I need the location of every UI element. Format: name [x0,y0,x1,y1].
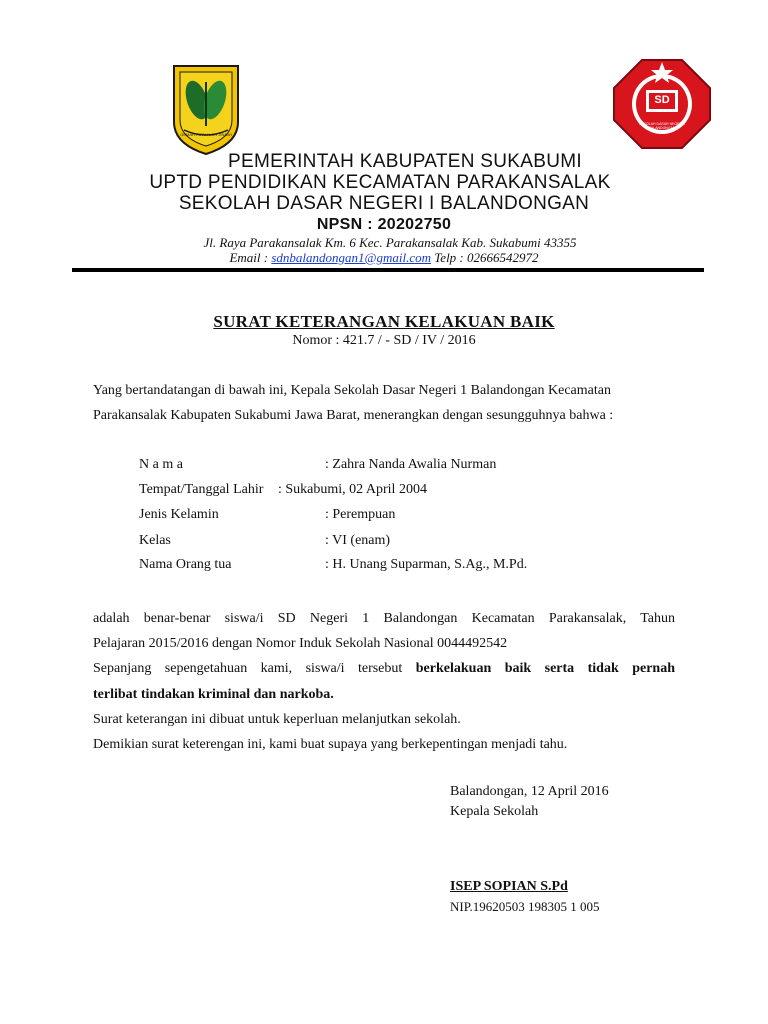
field-label-class: Kelas [139,533,171,548]
field-value-class: : VI (enam) [325,533,391,548]
field-value-birth: : Sukabumi, 02 April 2004 [278,482,427,497]
body-line-4: terlibat tindakan kriminal dan narkoba. [93,687,334,702]
signature-place-date: Balandongan, 12 April 2016 [450,784,609,799]
field-value-parent: : H. Unang Suparman, S.Ag., M.Pd. [325,557,528,572]
school-logo-abbr: SD [654,94,670,106]
letter-number: Nomor : 421.7 / - SD / IV / 2016 [292,333,476,348]
header-contact [0,250,768,266]
header-npsn: NPSN : 20202750 [316,216,452,233]
telp: Telp : 02666542972 [431,250,539,265]
body-line-1: adalah benar-benar siswa/i SD Negeri 1 Balandongan Kecamatan Parakansalak, Tahun [93,611,675,626]
body-line-3-plain: Sepanjang sepengetahuan kami, siswa/i tersebut [93,661,416,676]
header-school: SEKOLAH DASAR NEGERI I BALANDONGAN [178,193,590,214]
signature-position: Kepala Sekolah [450,804,539,819]
field-label-gender: Jenis Kelamin [139,507,219,522]
signature-name: ISEP SOPIAN S.Pd [450,879,568,894]
field-value-name: : Zahra Nanda Awalia Nurman [325,457,497,472]
intro-line-2: Parakansalak Kabupaten Sukabumi Jawa Barat, menerangkan dengan sesungguhnya bahwa : [93,408,614,423]
intro-line-1: Yang bertandatangan di bawah ini, Kepala Sekolah Dasar Negeri 1 Balandongan Kecamatan [93,383,611,398]
school-logo [612,58,712,150]
field-label-birth: Tempat/Tanggal Lahir [139,482,264,497]
field-label-parent: Nama Orang tua [139,557,232,572]
header-divider [72,268,704,272]
header-uptd: UPTD PENDIDIKAN KECAMATAN PARAKANSALAK [149,172,611,193]
kabupaten-logo-motto: GEMAH RIPAH LOH JINAWI [180,132,232,137]
body-line-5: Surat keterangan ini dibuat untuk keperluan melanjutkan sekolah. [93,712,461,727]
body-line-3-bold: berkelakuan baik serta tidak pernah [415,661,675,676]
body-line-3 [93,656,675,681]
email-link[interactable]: sdnbalandongan1@gmail.com [271,250,432,265]
school-logo-text: SEKOLAH DASAR NEGERI I BALANDONGAN [639,122,685,130]
email-label: Email : [229,250,272,265]
header-address: Jl. Raya Parakansalak Km. 6 Kec. Parakansalak Kab. Sukabumi 43355 [203,235,577,250]
kabupaten-logo [170,64,242,156]
header-government: PEMERINTAH KABUPATEN SUKABUMI [228,151,582,172]
signature-nip: NIP.19620503 198305 1 005 [450,899,600,914]
body-line-2: Pelajaran 2015/2016 dengan Nomor Induk Sekolah Nasional 0044492542 [93,636,508,651]
field-value-gender: : Perempuan [325,507,396,522]
body-line-6: Demikian surat keterengan ini, kami buat supaya yang berkepentingan menjadi tahu. [93,737,568,752]
field-label-name: N a m a [139,457,183,472]
letter-title: SURAT KETERANGAN KELAKUAN BAIK [213,312,555,331]
